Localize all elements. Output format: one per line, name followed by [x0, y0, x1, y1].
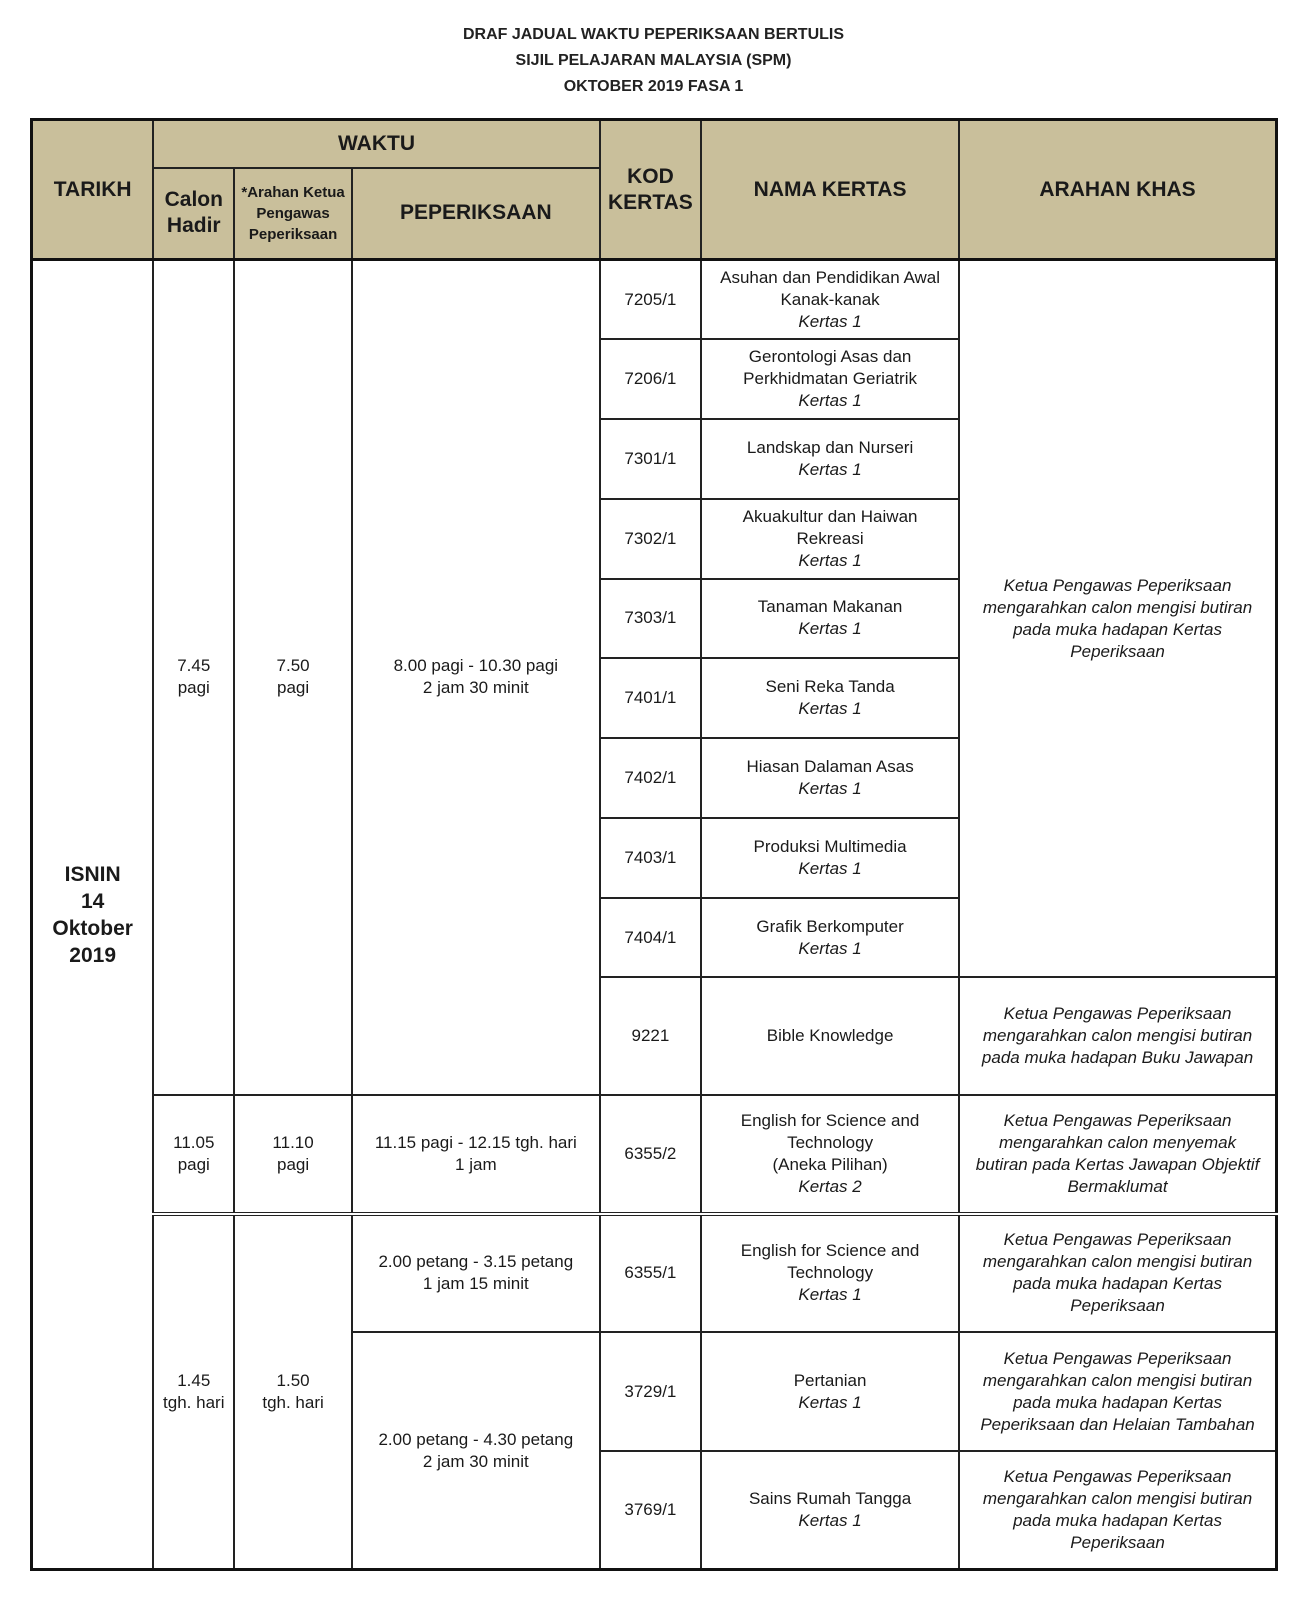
session-3b-time-slot: [352, 1332, 600, 1569]
paper-name-line: Asuhan dan Pendidikan Awal: [720, 267, 941, 287]
instruction-line: Ketua Pengawas Peperiksaan: [1003, 1230, 1232, 1250]
session-3-arahan-time: 1.50: [276, 1370, 310, 1390]
session-2-arahan-ketua: [234, 1095, 352, 1214]
paper-number: Kertas 1: [798, 550, 862, 570]
instruction-line: Ketua Pengawas Peperiksaan: [1003, 1110, 1232, 1130]
instruction-line: pada muka hadapan Kertas: [1013, 619, 1222, 639]
paper-name-line: Pertanian: [793, 1370, 867, 1390]
paper-name: [701, 579, 959, 659]
paper-name-line: English for Science and: [740, 1110, 920, 1130]
session-1-calon-hadir-time: 7.45: [177, 656, 211, 676]
header-peperiksaan: PEPERIKSAAN: [352, 168, 600, 260]
paper-name-line: Kanak-kanak: [780, 289, 880, 309]
instruction-line: Ketua Pengawas Peperiksaan: [1003, 1004, 1232, 1024]
paper-code: 9221: [600, 977, 701, 1095]
header-kod-line-1: KOD: [627, 164, 674, 188]
session-3a-time-slot: [352, 1214, 600, 1333]
session-3-calon-hadir: [153, 1214, 234, 1570]
paper-number: Kertas 1: [798, 459, 862, 479]
session-1-time-range: 8.00 pagi - 10.30 pagi: [393, 656, 559, 676]
session-1-calon-hadir: [153, 260, 234, 1095]
paper-name: [701, 1214, 959, 1333]
instruction-line: Ketua Pengawas Peperiksaan: [1003, 1348, 1232, 1368]
table-row: [32, 260, 1277, 340]
session-2-calon-hadir-time: 11.05: [173, 1132, 215, 1152]
table-row: [32, 1095, 1277, 1214]
paper-name-line: (Aneka Pilihan): [772, 1154, 888, 1174]
paper-number: Kertas 1: [798, 1285, 862, 1305]
session-2-time-range: 11.15 pagi - 12.15 tgh. hari: [374, 1132, 577, 1152]
document-title: [0, 22, 1307, 100]
instruction-b: [959, 977, 1276, 1095]
paper-name: [701, 260, 959, 340]
title-line-1: DRAF JADUAL WAKTU PEPERIKSAAN BERTULIS: [462, 26, 845, 43]
paper-name-line: Grafik Berkomputer: [756, 916, 904, 936]
paper-name-line: Seni Reka Tanda: [765, 677, 895, 697]
paper-name: [701, 1332, 959, 1451]
header-tarikh: TARIKH: [32, 120, 154, 260]
paper-name-line: Perkhidmatan Geriatrik: [743, 369, 917, 389]
paper-name: [701, 658, 959, 738]
paper-number: Kertas 1: [798, 619, 862, 639]
paper-code: 7401/1: [600, 658, 701, 738]
table-row: [32, 1214, 1277, 1333]
exam-day: ISNIN: [64, 862, 121, 886]
instruction-line: Ketua Pengawas Peperiksaan: [1003, 575, 1232, 595]
paper-name: [701, 738, 959, 818]
paper-code: 7206/1: [600, 339, 701, 419]
paper-name-line: Landskap dan Nurseri: [746, 437, 914, 457]
header-arahan-ketua: [234, 168, 352, 260]
instruction-a: [959, 260, 1276, 978]
paper-number: Kertas 1: [798, 938, 862, 958]
instruction-line: mengarahkan calon mengisi butiran: [982, 1488, 1253, 1508]
paper-number: Kertas 1: [798, 858, 862, 878]
paper-name-line: Sains Rumah Tangga: [748, 1488, 912, 1508]
paper-name-line: Produksi Multimedia: [753, 836, 907, 856]
instruction-line: pada muka hadapan Kertas: [1013, 1510, 1222, 1530]
instruction-line: pada muka hadapan Buku Jawapan: [981, 1048, 1254, 1068]
header-arahan-ketua-line-2: Pengawas: [256, 204, 330, 222]
instruction-line: Peperiksaan: [1070, 641, 1165, 661]
paper-number: Kertas 2: [798, 1176, 862, 1196]
paper-name-line: Akuakultur dan Haiwan: [742, 506, 918, 526]
instruction-line: butiran pada Kertas Jawapan Objektif: [975, 1154, 1260, 1174]
instruction-line: Peperiksaan: [1070, 1532, 1165, 1552]
session-2-time-slot: [352, 1095, 600, 1214]
session-3-arahan-ketua: [234, 1214, 352, 1570]
session-2-arahan-time: 11.10: [272, 1132, 314, 1152]
paper-code: 7404/1: [600, 898, 701, 978]
paper-code: 7402/1: [600, 738, 701, 818]
paper-name-line: Tanaman Makanan: [757, 597, 903, 617]
header-calon-hadir-line-1: Calon: [164, 188, 223, 212]
paper-code: 3729/1: [600, 1332, 701, 1451]
header-kod-line-2: KERTAS: [608, 190, 693, 214]
paper-name: [701, 419, 959, 499]
paper-name: [701, 499, 959, 579]
paper-code: 6355/2: [600, 1095, 701, 1214]
session-1-arahan-period: pagi: [277, 678, 310, 698]
instruction-line: Peperiksaan dan Helaian Tambahan: [980, 1414, 1255, 1434]
paper-number: Kertas 1: [798, 778, 862, 798]
paper-code: 7205/1: [600, 260, 701, 340]
instruction-line: Ketua Pengawas Peperiksaan: [1003, 1466, 1232, 1486]
paper-name: [701, 1095, 959, 1214]
paper-name-line: Bible Knowledge: [766, 1026, 894, 1046]
paper-code: 7301/1: [600, 419, 701, 499]
session-1-time-slot: [352, 260, 600, 1095]
instruction-line: mengarahkan calon menyemak: [998, 1132, 1237, 1152]
header-kod-kertas: [600, 120, 701, 260]
title-line-3: OKTOBER 2019 FASA 1: [563, 78, 744, 95]
instruction-line: mengarahkan calon mengisi butiran: [982, 1252, 1253, 1272]
exam-schedule-table: [30, 118, 1278, 1571]
instruction-line: mengarahkan calon mengisi butiran: [982, 597, 1253, 617]
instruction-f: [959, 1451, 1276, 1570]
instruction-line: mengarahkan calon mengisi butiran: [982, 1370, 1253, 1390]
paper-code: 7302/1: [600, 499, 701, 579]
session-3b-duration: 2 jam 30 minit: [422, 1451, 529, 1471]
instruction-e: [959, 1332, 1276, 1451]
paper-code: 6355/1: [600, 1214, 701, 1333]
instruction-line: Bermaklumat: [1067, 1176, 1168, 1196]
session-1-duration: 2 jam 30 minit: [422, 678, 529, 698]
session-3a-time-range: 2.00 petang - 3.15 petang: [378, 1252, 574, 1272]
paper-name: [701, 339, 959, 419]
session-2-duration: 1 jam: [455, 1154, 497, 1174]
session-3-calon-hadir-time: 1.45: [177, 1370, 211, 1390]
header-arahan-ketua-line-1: *Arahan Ketua: [241, 183, 345, 201]
header-calon-hadir: [153, 168, 234, 260]
paper-code: 3769/1: [600, 1451, 701, 1570]
paper-number: Kertas 1: [798, 311, 862, 331]
title-line-2: SIJIL PELAJARAN MALAYSIA (SPM): [515, 52, 792, 69]
paper-name: [701, 1451, 959, 1570]
paper-number: Kertas 1: [798, 699, 862, 719]
paper-name: [701, 977, 959, 1095]
paper-name-line: Hiasan Dalaman Asas: [746, 756, 914, 776]
paper-name-line: Technology: [787, 1263, 874, 1283]
instruction-line: pada muka hadapan Kertas: [1013, 1274, 1222, 1294]
paper-name-line: Gerontologi Asas dan: [748, 347, 912, 367]
session-3a-duration: 1 jam 15 minit: [422, 1274, 529, 1294]
session-1-arahan-ketua: [234, 260, 352, 1095]
instruction-line: mengarahkan calon mengisi butiran: [982, 1026, 1253, 1046]
instruction-line: pada muka hadapan Kertas: [1013, 1392, 1222, 1412]
header-arahan-ketua-line-3: Peperiksaan: [248, 225, 338, 243]
session-1-arahan-time: 7.50: [276, 656, 310, 676]
exam-date: [32, 260, 154, 1570]
session-2-arahan-period: pagi: [277, 1154, 310, 1174]
session-3b-time-range: 2.00 petang - 4.30 petang: [378, 1429, 574, 1449]
paper-name-line: Technology: [787, 1132, 874, 1152]
header-arahan-khas: ARAHAN KHAS: [959, 120, 1276, 260]
paper-number: Kertas 1: [798, 391, 862, 411]
paper-number: Kertas 1: [798, 1392, 862, 1412]
exam-date-text: 14 Oktober: [52, 889, 133, 940]
session-1-calon-hadir-period: pagi: [177, 678, 210, 698]
session-2-calon-hadir-period: pagi: [177, 1154, 210, 1174]
instruction-line: Peperiksaan: [1070, 1296, 1165, 1316]
session-2-calon-hadir: [153, 1095, 234, 1214]
exam-year: 2019: [69, 943, 117, 967]
instruction-d: [959, 1214, 1276, 1333]
header-nama-kertas: NAMA KERTAS: [701, 120, 959, 260]
instruction-c: [959, 1095, 1276, 1214]
header-waktu: WAKTU: [153, 120, 599, 168]
paper-code: 7403/1: [600, 818, 701, 898]
paper-name: [701, 818, 959, 898]
paper-name-line: Rekreasi: [796, 528, 864, 548]
paper-number: Kertas 1: [798, 1510, 862, 1530]
session-3-arahan-period: tgh. hari: [262, 1392, 324, 1412]
paper-code: 7303/1: [600, 579, 701, 659]
session-3-calon-hadir-period: tgh. hari: [163, 1392, 225, 1412]
paper-name: [701, 898, 959, 978]
header-calon-hadir-line-2: Hadir: [166, 214, 221, 238]
paper-name-line: English for Science and: [740, 1241, 920, 1261]
